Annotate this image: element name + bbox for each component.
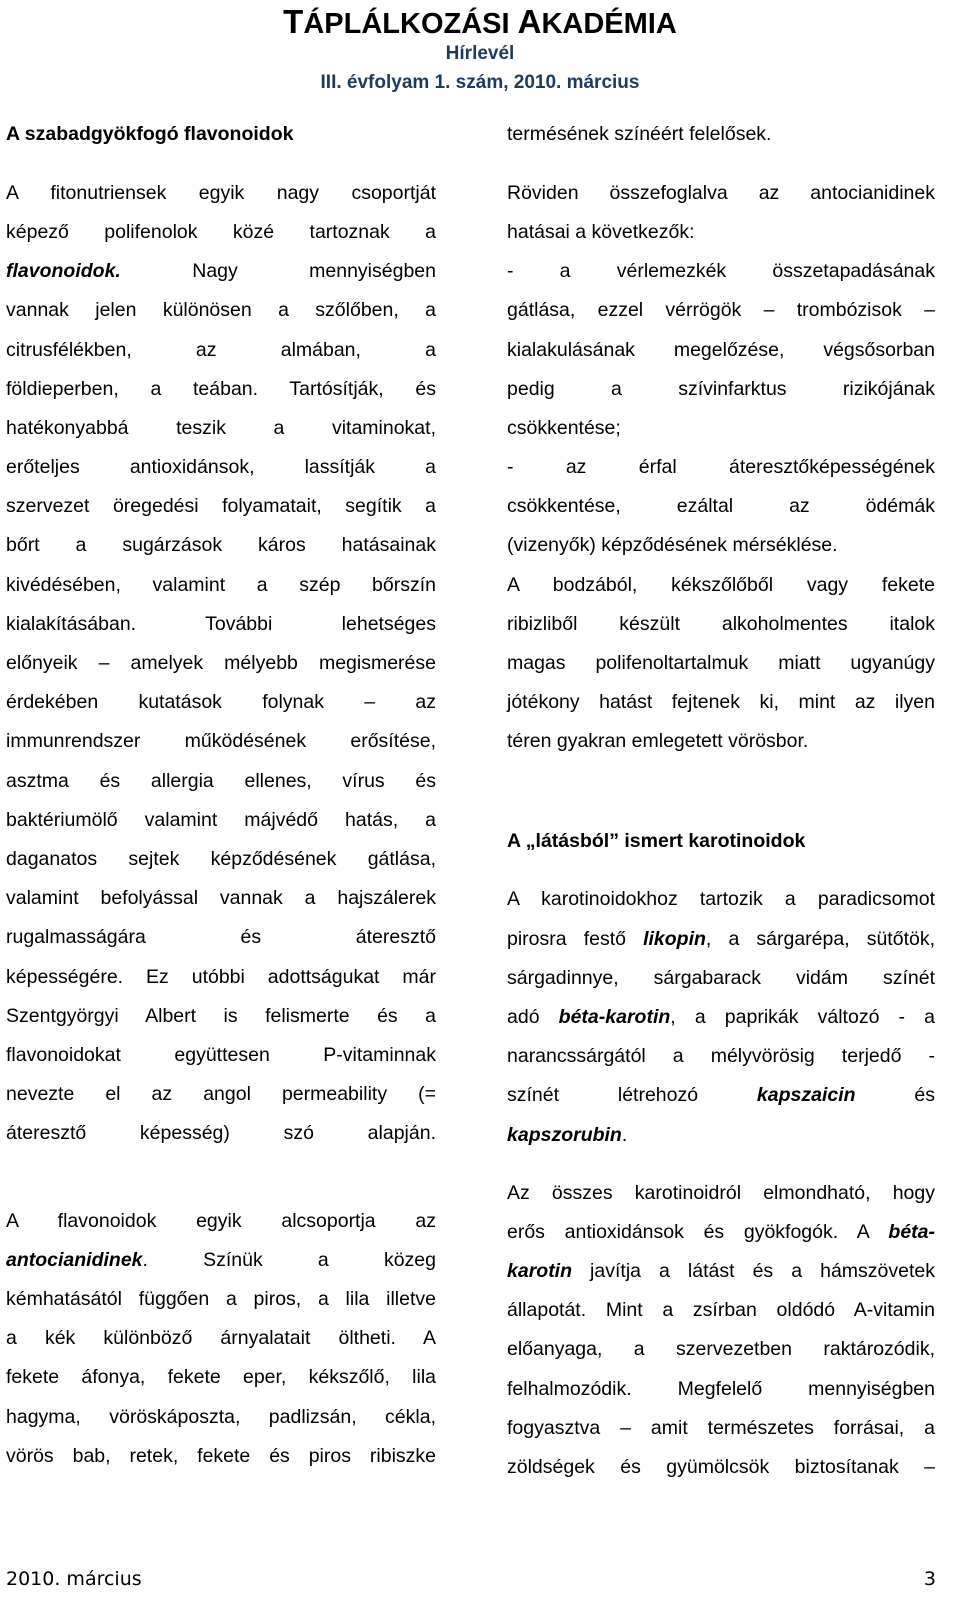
text-line: (vizenyők) képződésének mérséklése. [507, 534, 838, 557]
text-line: asztma és allergia ellenes, vírus és [6, 769, 436, 792]
text-line: erős antioxidánsok és gyökfogók. A béta- [507, 1220, 935, 1243]
text-line: érdekében kutatások folynak – az [6, 691, 436, 714]
text-line: téren gyakran emlegetett vörösbor. [507, 730, 809, 753]
text-line: földieperben, a teában. Tartósítják, és [6, 377, 436, 400]
text-line: vannak jelen különösen a szőlőben, a [6, 299, 436, 322]
text-line: felhalmozódik. Megfelelő mennyiségben [507, 1377, 935, 1400]
text-line: narancssárgától a mélyvörösig terjedő - [507, 1045, 935, 1068]
text-line: A fitonutriensek egyik nagy csoportját [6, 181, 436, 204]
text-line: csökkentése, ezáltal az ödémák [507, 495, 935, 518]
text-line: Szentgyörgyi Albert is felismerte és a [6, 1004, 436, 1027]
text-line: kialakításában. További lehetséges [6, 612, 436, 635]
text-line: - az érfal áteresztőképességének [507, 456, 935, 479]
text-line: sárgadinnye, sárgabarack vidám színét [507, 966, 935, 989]
text-line: immunrendszer működésének erősítése, [6, 730, 436, 753]
text-line: pirosra festő likopin, a sárgarépa, sütőtök, [507, 927, 935, 950]
text-line: flavonoidok. Nagy mennyiségben [6, 260, 436, 283]
paragraph-carotenoid-benefits [507, 1174, 935, 1488]
footer-date: 2010. március [6, 1568, 142, 1590]
text-line: jótékony hatást fejtenek ki, mint az ilyen [507, 691, 935, 714]
text-line: pedig a szívinfarktus rizikójának [507, 377, 935, 400]
text-line: karotin javítja a látást és a hámszövetek [507, 1260, 935, 1283]
text-line: kivédésében, valamint a szép bőrszín [6, 573, 436, 596]
newsletter-title: TÁPLÁLKOZÁSI AKADÉMIA [283, 3, 677, 40]
text-line: előnyeik – amelyek mélyebb megismerése [6, 652, 436, 675]
newsletter-subtitle: Hírlevél [445, 43, 515, 64]
right-column [507, 115, 935, 1487]
paragraph-flavonoids-intro [6, 174, 436, 1154]
text-line: nevezte el az angol permeability (= [6, 1083, 436, 1106]
text-line: gátlása, ezzel vérrögök – trombózisok – [507, 299, 935, 322]
text-line: állapotát. Mint a zsírban oldódó A-vitamin [507, 1299, 935, 1322]
text-line: kémhatásától függően a piros, a lila illetve [6, 1288, 436, 1311]
text-line: hatásai a következők: [507, 220, 695, 243]
text-line: képességére. Ez utóbbi adottságukat már [6, 965, 436, 988]
issue-info: III. évfolyam 1. szám, 2010. március [320, 72, 640, 93]
paragraph-antocianidinek [6, 1202, 436, 1476]
text-line: bőrt a sugárzások káros hatásainak [6, 534, 436, 557]
text-line: daganatos sejtek képződésének gátlása, [6, 847, 436, 870]
text-line: fekete áfonya, fekete eper, kékszőlő, lila [6, 1366, 436, 1389]
text-line: A flavonoidok egyik alcsoportja az [6, 1209, 436, 1232]
text-line: Röviden összefoglalva az antocianidinek [507, 181, 935, 204]
section-heading-carotenoids: A „látásból” ismert karotinoidok [507, 829, 806, 852]
section-heading-flavonoids: A szabadgyökfogó flavonoidok [6, 123, 294, 145]
text-line: A bodzából, kékszőlőből vagy fekete [507, 573, 935, 596]
text-line: magas polifenoltartalmuk miatt ugyanúgy [507, 652, 935, 675]
text-line: színét létrehozó kapszaicin és [507, 1084, 935, 1107]
text-line: termésének színéért felelősek. [507, 123, 772, 145]
text-line: hagyma, vöröskáposzta, padlizsán, cékla, [6, 1405, 436, 1428]
paragraph-beverages [507, 566, 935, 762]
text-line: a kék különböző árnyalatait öltheti. A [6, 1327, 436, 1350]
text-line: vörös bab, retek, fekete és piros ribiszke [6, 1444, 436, 1467]
text-line: csökkentése; [507, 416, 621, 439]
text-line: képező polifenolok közé tartoznak a [6, 220, 436, 243]
left-column [6, 115, 436, 1476]
text-line: valamint befolyással vannak a hajszálerek [6, 887, 436, 910]
text-line: flavonoidokat együttesen P-vitaminnak [6, 1043, 436, 1066]
text-line: erőteljes antioxidánsok, lassítják a [6, 456, 436, 479]
text-line: antocianidinek. Színük a közeg [6, 1248, 436, 1271]
page-number: 3 [923, 1568, 936, 1590]
paragraph-antocianidin-effects [507, 174, 935, 566]
text-line: - a vérlemezkék összetapadásának [507, 260, 935, 283]
text-line: előanyaga, a szervezetben raktározódik, [507, 1338, 935, 1361]
text-line: kapszorubin. [507, 1123, 628, 1146]
text-line: adó béta-karotin, a paprikák változó - a [507, 1005, 936, 1028]
text-line: zöldségek és gyümölcsök biztosítanak – [507, 1456, 935, 1478]
text-line: áteresztő képesség) szó alapján. [6, 1122, 436, 1145]
text-line: hatékonyabbá teszik a vitaminokat, [6, 416, 436, 439]
text-line: Az összes karotinoidról elmondható, hogy [507, 1181, 935, 1204]
text-line: ribizliből készült alkoholmentes italok [507, 612, 935, 635]
text-line: kialakulásának megelőzése, végsősorban [507, 338, 935, 361]
text-line: citrusfélékben, az almában, a [6, 338, 436, 361]
text-line: fogyasztva – amit természetes forrásai, a [507, 1416, 935, 1439]
text-line: A karotinoidokhoz tartozik a paradicsomot [507, 888, 935, 911]
text-line: szervezet öregedési folyamatait, segítik a [6, 495, 436, 518]
text-line: baktériumölő valamint májvédő hatás, a [6, 808, 436, 831]
paragraph-carotenoids [507, 880, 935, 1154]
text-line: rugalmasságára és áteresztő [6, 926, 436, 949]
